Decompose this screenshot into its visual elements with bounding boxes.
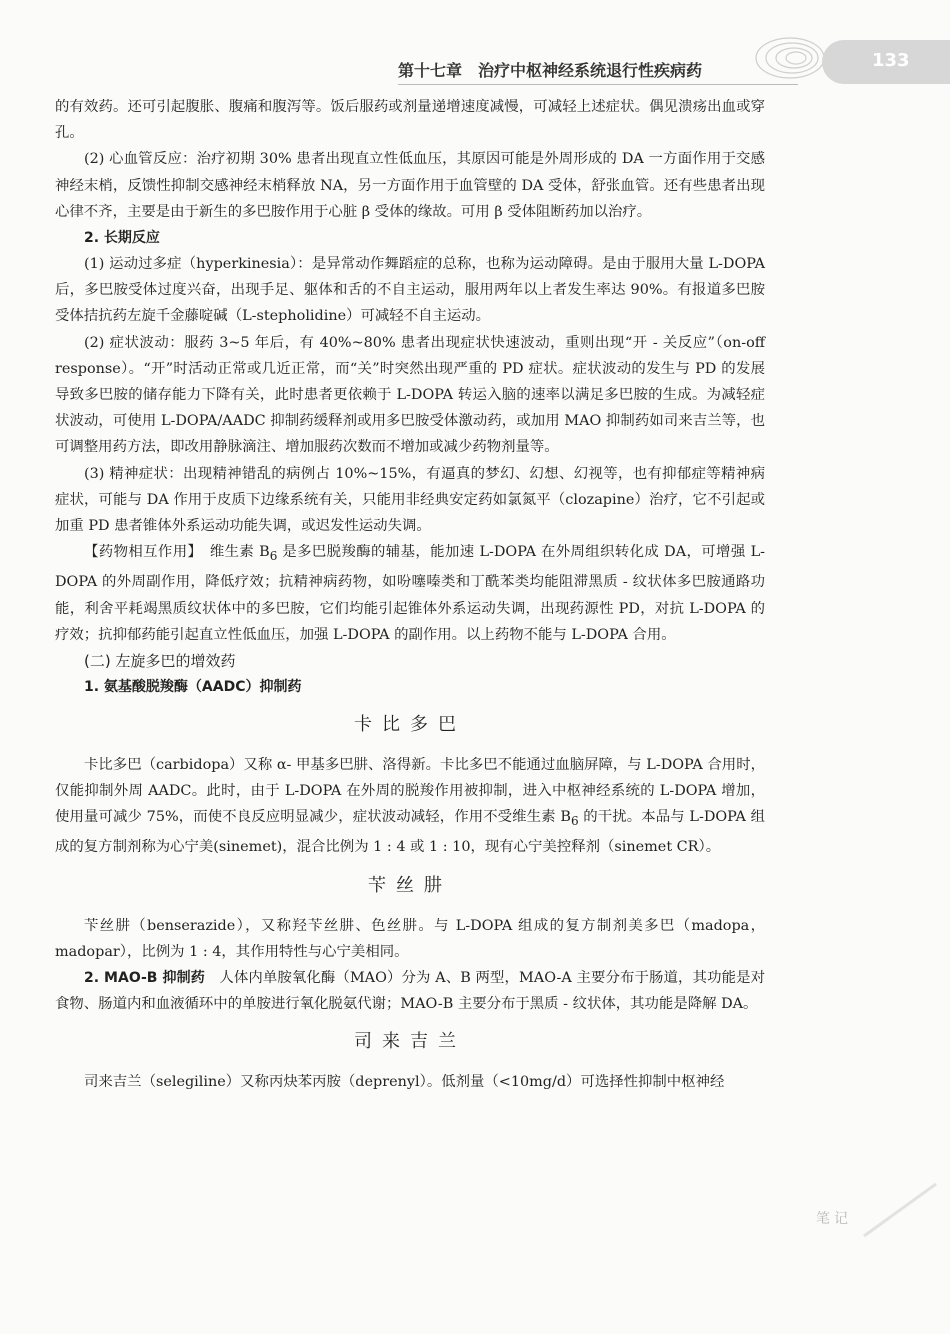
drug-interaction-heading: 【药物相互作用】: [84, 544, 196, 561]
header-rule: [398, 84, 798, 85]
subscript: 6: [570, 814, 579, 829]
text-run: 的干扰。本品与 L-DOPA 组成的复方制剂称为心宁美(sinemet)，混合比例为 1 : 4 或 1 : 10，现有心宁美控释剂（sinemet CR）。: [55, 809, 765, 856]
page-number: 133: [872, 50, 910, 71]
paragraph-selegiline: 司来吉兰（selegiline）又称丙炔苯丙胺（deprenyl）。低剂量（<10mg/d）可选择性抑制中枢神经: [84, 1074, 725, 1091]
text-run: 人体内单胺氧化酶（MAO）分为 A、B 两型，MAO-A 主要分布于肠道，其功能是对食物、肠道内和血液循环中的单胺进行氧化脱氨代谢；MAO-B 主要分布于黑质 - 纹状体，其功能是降解 DA。: [55, 970, 765, 1013]
paragraph-maob: [55, 965, 765, 1017]
heading-enhancers: (二) 左旋多巴的增效药: [84, 651, 236, 670]
paragraph: 的有效药。还可引起腹胀、腹痛和腹泻等。饭后服药或剂量递增速度减慢，可减轻上述症状。偶见溃疡出血或穿孔。: [55, 99, 765, 142]
page-header: [0, 0, 950, 90]
heading-maob: 2. MAO-B 抑制药: [84, 970, 205, 987]
paragraph-symptom-fluctuation: (2) 症状波动：服药 3~5 年后，有 40%~80% 患者出现症状快速波动，重则出现“开 - 关反应”（on-off response）。“开”时活动正常或几近正常，而“关”时突然出现严重的 PD 症状。症状波动的发生与 PD 的发展导致多巴胺的储存能力下降有关，此时患者更依赖于 L-DOPA 转运入脑的速率以满足多巴胺的生成。为减轻症状波动，可使用 L-DOPA/AADC 抑制药缓释剂或用多巴胺受体激动药，或加用 MAO 抑制药如司来吉兰等，也可调整用药方法，即改用静脉滴注、增加服药次数而不增加或减少药物剂量等。: [55, 334, 765, 456]
paragraph-psychiatric: (3) 精神症状：出现精神错乱的病例占 10%~15%，有逼真的梦幻、幻想、幻视等，也有抑郁症等精神病症状，可能与 DA 作用于皮质下边缘系统有关，只能用非经典安定药如氯氮平（clozapine）治疗，它不引起或加重 PD 患者锥体外系运动功能失调，或迟发性运动失调。: [55, 465, 765, 535]
drug-title-carbidopa: 卡比多巴: [354, 713, 466, 735]
page-body: [55, 94, 765, 1096]
paragraph-benserazide: 苄丝肼（benserazide），又称羟苄丝肼、色丝肼。与 L-DOPA 组成的复方制剂美多巴（madopa，madopar），比例为 1 : 4，其作用特性与心宁美相同。: [55, 917, 765, 960]
paragraph-carbidopa: [55, 752, 765, 861]
drug-title-benserazide: 苄丝肼: [368, 874, 452, 896]
paragraph-drug-interaction: [55, 539, 765, 648]
drug-title-selegiline: 司来吉兰: [354, 1031, 466, 1053]
chapter-title: 第十七章 治疗中枢神经系统退行性疾病药: [398, 61, 703, 80]
paragraph-hyperkinesia: (1) 运动过多症（hyperkinesia）：是异常动作舞蹈症的总称，也称为运动障碍。是由于服用大量 L-DOPA 后，多巴胺受体过度兴奋，出现手足、躯体和舌的不自主运动，服用两年以上者发生率达 90%。有报道多巴胺受体拮抗药左旋千金藤啶碱（L-stepholidine）可减轻不自主运动。: [55, 256, 765, 325]
swirl-logo-icon: [748, 26, 828, 86]
subscript: 6: [269, 549, 278, 564]
text-run: 卡比多巴（carbidopa）又称 α- 甲基多巴肼、洛得新。卡比多巴不能通过血脑屏障，与 L-DOPA 合用时，仅能抑制外周 AADC。此时，由于 L-DOPA 在外周的脱羧作用被抑制，进入中枢神经系统的 L-DOPA 增加，使用量可减少 75%，而使不良反应明显减少，症状波动减轻，作用不受维生素 B: [55, 756, 765, 826]
notes-label: 笔记: [816, 1211, 852, 1227]
heading-aadc-inhibitors: 1. 氨基酸脱羧酶（AADC）抑制药: [84, 678, 302, 695]
paragraph-cardiovascular: (2) 心血管反应：治疗初期 30% 患者出现直立性低血压，其原因可能是外周形成的 DA 一方面作用于交感神经末梢，反馈性抑制交感神经末梢释放 NA，另一方面作用于血管壁的 DA 受体，舒张血管。还有些患者出现心律不齐，主要是由于新生的多巴胺作用于心脏 β 受体的缘故。可用 β 受体阻断药加以治疗。: [55, 151, 765, 220]
heading-long-term: 2. 长期反应: [84, 230, 160, 247]
notes-pen-stroke-icon: [860, 1180, 940, 1240]
text-run: 是多巴脱羧酶的辅基，能加速 L-DOPA 在外周组织转化成 DA，可增强 L-DOPA 的外周副作用，降低疗效；抗精神病药物，如吩噻嗪类和丁酰苯类均能阻滞黑质 - 纹状体多巴胺通路功能，利舍平耗竭黑质纹状体中的多巴胺，它们均能引起锥体外系运动失调，出现药源性 PD，对抗 L-DOPA 的疗效；抗抑郁药能引起直立性低血压，加强 L-DOPA 的副作用。以上药物不能与 L-DOPA 合用。: [55, 544, 765, 643]
text-run: 维生素 B: [195, 544, 270, 561]
